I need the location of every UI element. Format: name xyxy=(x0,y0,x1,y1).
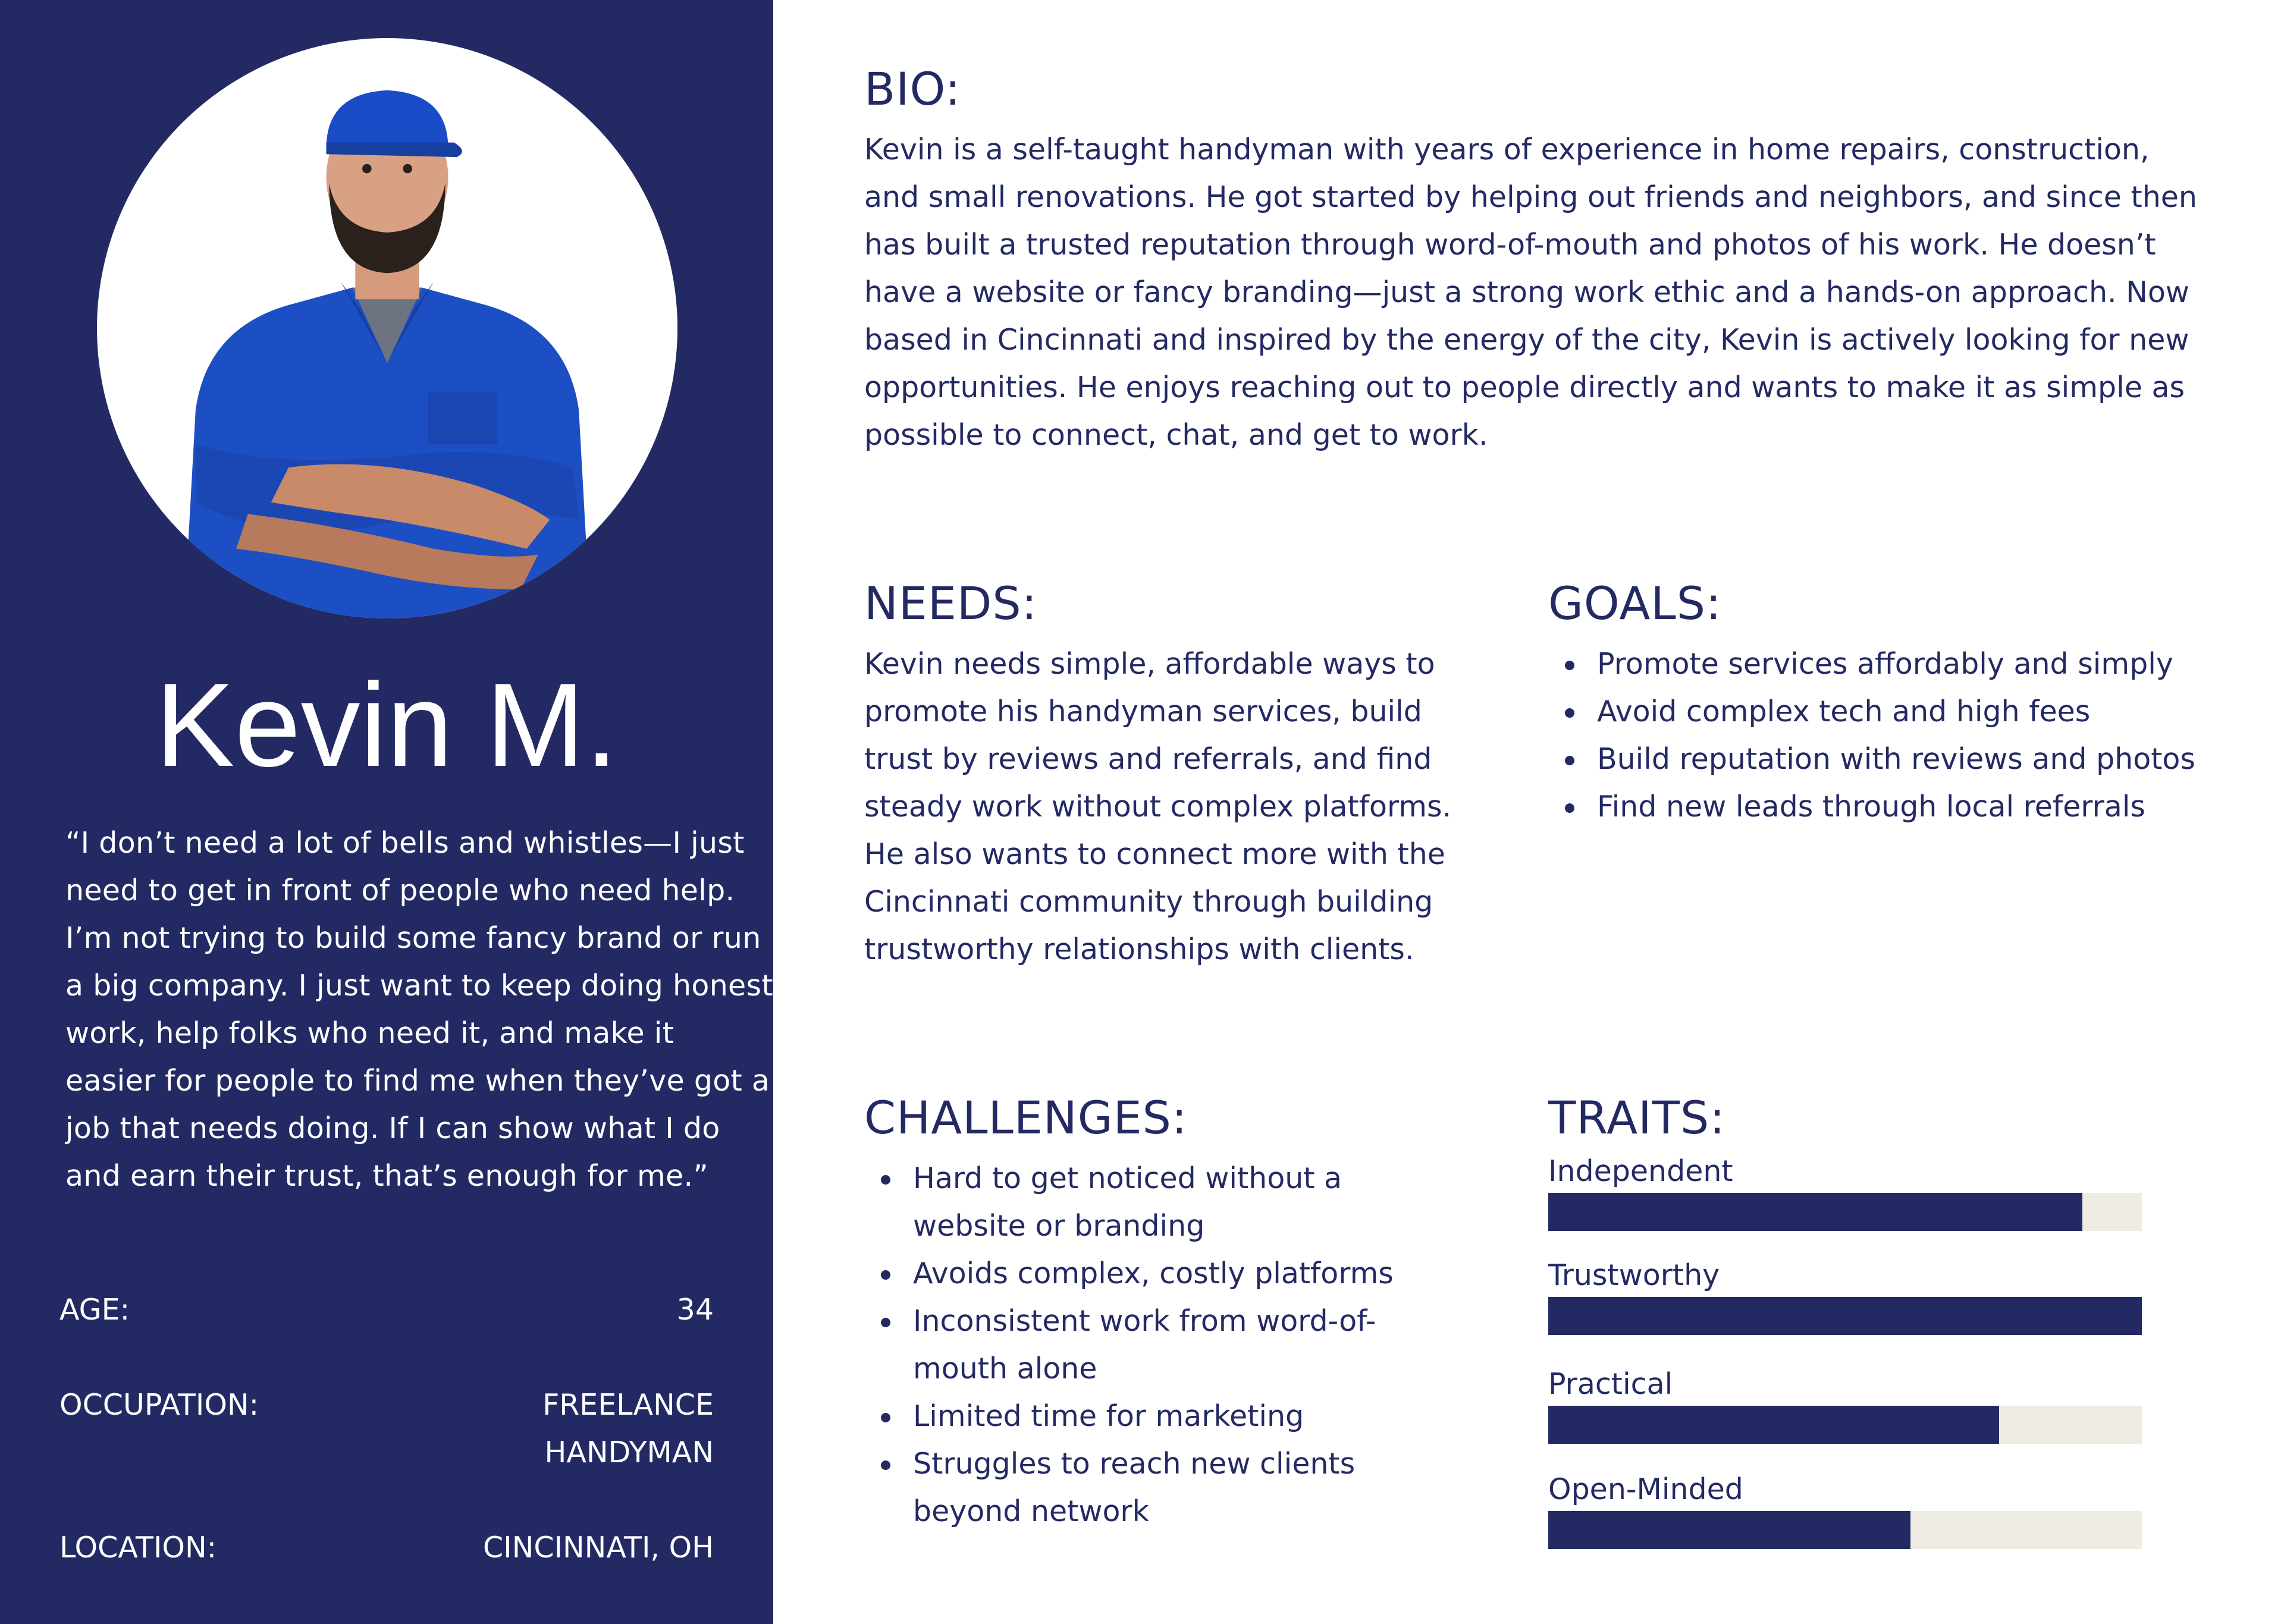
persona-name: Kevin M. xyxy=(155,659,619,791)
challenge-item: Avoids complex, costly platforms xyxy=(864,1250,1435,1298)
challenge-item: Struggles to reach new clients beyond network xyxy=(864,1440,1435,1535)
trait-independent xyxy=(1548,1154,2142,1231)
handyman-illustration xyxy=(97,38,677,618)
needs-title: NEEDS: xyxy=(864,577,1038,630)
detail-value: 34 xyxy=(676,1293,714,1327)
trait-label: Practical xyxy=(1548,1367,1673,1401)
detail-value: FREELANCE HANDYMAN xyxy=(542,1388,714,1469)
profile-photo xyxy=(97,38,677,618)
trait-bar-track xyxy=(1548,1297,2142,1335)
detail-value: CINCINNATI, OH xyxy=(483,1531,714,1565)
detail-occupation xyxy=(59,1381,714,1477)
trait-bar-track xyxy=(1548,1511,2142,1549)
challenge-item: Limited time for marketing xyxy=(864,1393,1435,1440)
goals-title: GOALS: xyxy=(1548,577,1722,630)
trait-practical xyxy=(1548,1367,2142,1444)
challenges-title: CHALLENGES: xyxy=(864,1091,1188,1144)
traits-title: TRAITS: xyxy=(1548,1091,1725,1144)
detail-age xyxy=(59,1286,714,1334)
goal-item: Build reputation with reviews and photos xyxy=(1548,736,2262,783)
trait-bar-fill xyxy=(1548,1511,1910,1549)
trait-trustworthy xyxy=(1548,1258,2142,1335)
detail-label: AGE: xyxy=(59,1293,130,1327)
detail-label: OCCUPATION: xyxy=(59,1388,259,1422)
goals-list xyxy=(1548,640,2262,831)
trait-label: Trustworthy xyxy=(1548,1258,1720,1292)
persona-quote: “I don’t need a lot of bells and whistles—I just need to get in front of people who need help. I’m not trying to build some fancy brand or run a big company. I just want to keep doing honest work, help folks who need it, and make it easier for people to find me when they’ve got a job that needs doing. If I can show what I do and earn their trust, that’s enough for me.” xyxy=(65,826,773,1193)
trait-bar-fill xyxy=(1548,1193,2082,1231)
challenge-item: Hard to get noticed without a website or branding xyxy=(864,1155,1435,1250)
bio-title: BIO: xyxy=(864,62,961,115)
trait-label: Open-Minded xyxy=(1548,1472,1743,1506)
challenge-item: Inconsistent work from word-of-mouth alone xyxy=(864,1298,1435,1393)
trait-bar-fill xyxy=(1548,1406,1999,1444)
detail-location xyxy=(59,1524,714,1572)
goal-item: Avoid complex tech and high fees xyxy=(1548,688,2262,736)
challenges-list xyxy=(864,1155,1435,1535)
goal-item: Promote services affordably and simply xyxy=(1548,640,2262,688)
profile-panel xyxy=(0,0,773,1624)
trait-bar-track xyxy=(1548,1193,2142,1231)
trait-bar-fill xyxy=(1548,1297,2142,1335)
detail-label: LOCATION: xyxy=(59,1531,217,1565)
bio-text: Kevin is a self-taught handyman with years of experience in home repairs, construction, and small renovations. He got started by helping out friends and neighbors, and since then has built a trusted reputation through word-of-mouth and photos of his work. He doesn’t have a website or fancy branding—just a strong work ethic and a hands-on approach. Now based in Cincinnati and inspired by the energy of the city, Kevin is actively looking for new opportunities. He enjoys reaching out to people directly and wants to make it as simple as possible to connect, chat, and get to work. xyxy=(864,133,2197,452)
goal-item: Find new leads through local referrals xyxy=(1548,783,2262,831)
trait-label: Independent xyxy=(1548,1154,1733,1188)
needs-text: Kevin needs simple, affordable ways to promote his handyman services, build trust by reviews and referrals, and find steady work without complex platforms. He also wants to connect more with the Cincinnati community through building trustworthy relationships with clients. xyxy=(864,647,1452,966)
trait-open-minded xyxy=(1548,1472,2142,1549)
trait-bar-track xyxy=(1548,1406,2142,1444)
